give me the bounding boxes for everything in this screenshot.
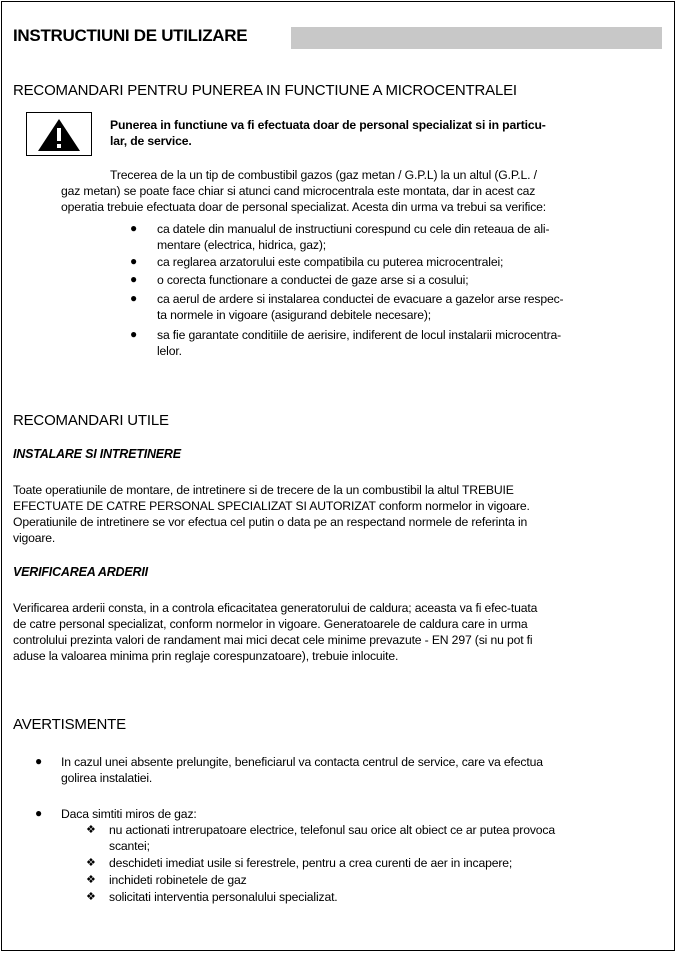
section-heading-avertismente: AVERTISMENTE xyxy=(13,716,126,733)
intro-line1: Trecerea de la un tip de combustibil gazos (gaz metan / G.P.L) la un altul (G.P.L. / xyxy=(110,168,537,182)
paragraph-line: de catre personal specializat, conform normelor in vigoare. Generatoarele de caldura care in urma xyxy=(13,617,528,631)
section-heading-recomandari: RECOMANDARI UTILE xyxy=(13,412,169,429)
page-title: INSTRUCTIUNI DE UTILIZARE xyxy=(13,26,248,45)
bullet-dot: ● xyxy=(35,806,43,820)
intro-line2: gaz metan) se poate face chiar si atunci cand microcentrala este montata, dar in acest caz xyxy=(61,184,536,198)
list-item: o corecta functionare a conductei de gaze arse si a cosului; xyxy=(157,273,469,287)
list-item-cont: golirea instalatiei. xyxy=(61,771,153,785)
list-item: ca aerul de ardere si instalarea conductei de evacuare a gazelor arse respec- xyxy=(157,292,564,306)
warning-triangle-icon xyxy=(36,117,82,153)
paragraph-line: vigoare. xyxy=(13,531,56,545)
diamond-bullet-icon: ❖ xyxy=(86,824,96,836)
bullet-dot: ● xyxy=(130,272,138,286)
sublist-item: deschideti imediat usile si ferestrele, pentru a crea curenti de aer in incapere; xyxy=(109,856,513,870)
intro-line3: operatia trebuie efectuata doar de personal specializat. Acesta din urma va trebui sa verifice: xyxy=(61,200,547,214)
list-item-cont: ta normele in vigoare (asigurand debitele necesare); xyxy=(157,308,432,322)
sublist-item-cont: scantei; xyxy=(109,839,150,853)
list-item: sa fie garantate conditiile de aerisire, indiferent de locul instalarii microcentra- xyxy=(157,328,562,342)
list-item: Daca simtiti miros de gaz: xyxy=(61,807,197,821)
diamond-bullet-icon: ❖ xyxy=(86,857,96,869)
paragraph-line: Operatiunile de intretinere se vor efectua cel putin o data pe an respectand normele de referinta in xyxy=(13,515,528,529)
bullet-dot: ● xyxy=(130,221,138,235)
sublist-item: nu actionati intrerupatoare electrice, telefonul sau orice alt obiect ce ar putea provoca xyxy=(109,823,555,837)
subheading-instalare: INSTALARE SI INTRETINERE xyxy=(13,447,181,461)
paragraph-line: controlului prezinta valori de randament mai mici decat cele minime prevazute - EN 297 (si nu pot fi xyxy=(13,633,533,647)
paragraph-line: Toate operatiunile de montare, de intretinere si de trecere de la un combustibil la altul TREBUIE xyxy=(13,483,514,497)
sublist-item: inchideti robinetele de gaz xyxy=(109,873,247,887)
paragraph-line: aduse la valoarea minima prin reglaje corespunzatoare), trebuie inlocuite. xyxy=(13,649,399,663)
paragraph-line: EFECTUATE DE CATRE PERSONAL SPECIALIZAT SI AUTORIZAT conform normelor in vigoare. xyxy=(13,499,530,513)
bullet-dot: ● xyxy=(130,327,138,341)
bullet-dot: ● xyxy=(35,754,43,768)
list-item: ca reglarea arzatorului este compatibila cu puterea microcentralei; xyxy=(157,255,504,269)
diamond-bullet-icon: ❖ xyxy=(86,874,96,886)
paragraph-line: Verificarea arderii consta, in a controla eficacitatea generatorului de caldura; aceasta va fi efec-tuata xyxy=(13,601,538,615)
warning-box xyxy=(26,112,92,156)
warning-text-line1: Punerea in functiune va fi efectuata doar de personal specializat si in particu- xyxy=(110,118,546,132)
diamond-bullet-icon: ❖ xyxy=(86,891,96,903)
warning-text-line2: lar, de service. xyxy=(110,134,192,148)
list-item-cont: mentare (electrica, hidrica, gaz); xyxy=(157,238,326,252)
list-item-cont: lelor. xyxy=(157,344,182,358)
list-item: ca datele din manualul de instructiuni corespund cu cele din reteaua de ali- xyxy=(157,222,550,236)
list-item: In cazul unei absente prelungite, beneficiarul va contacta centrul de service, care va efectua xyxy=(61,755,543,769)
bullet-dot: ● xyxy=(130,291,138,305)
title-bar xyxy=(291,27,662,49)
subheading-verificare: VERIFICAREA ARDERII xyxy=(13,565,148,579)
section-heading-punere: RECOMANDARI PENTRU PUNEREA IN FUNCTIUNE A MICROCENTRALEI xyxy=(13,82,517,99)
bullet-dot: ● xyxy=(130,254,138,268)
sublist-item: solicitati interventia personalului specializat. xyxy=(109,890,338,904)
